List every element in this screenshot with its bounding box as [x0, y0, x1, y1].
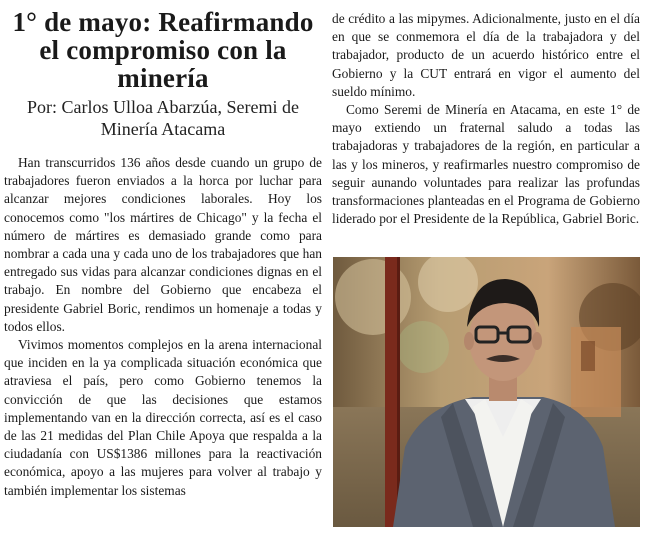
author-photo	[333, 257, 640, 527]
right-column	[332, 10, 640, 228]
paragraph: de crédito a las mipymes. Adicionalmente, justo en el día en que se conmemora el día de la trabajadora y del trabajador, producto de un acuerdo histórico entre el Gobierno y la CUT entrará en vigor el aumento del sueldo mínimo.	[332, 11, 640, 99]
paragraph: Vivimos momentos complejos en la arena internacional que inciden en la ya complicada situación económica que atraviesa el país, pero como Gobierno tenemos la convicción de que las decisiones que estamos implementando van en la dirección correcta, así es el caso de las 21 medidas del Plan Chile Apoya que respalda a la ciudadanía con US$1386 millones para la reactivación económica, apoyo a las mujeres para volver al trabajo y también implementar los sistemas	[4, 337, 322, 498]
left-body	[4, 154, 322, 500]
paragraph: Como Seremi de Minería en Atacama, en este 1° de mayo extiendo un fraternal saludo a todas las trabajadoras y trabajadores de la región, en particular a las y los mineros, y reafirmarles nuestro compromiso de seguir aunando voluntades para realizar las profundas transformaciones planteadas en el Programa de Gobierno liderado por el Presidente de la República, Gabriel Boric.	[332, 102, 640, 227]
portrait-illustration	[333, 257, 640, 527]
paragraph: Han transcurridos 136 años desde cuando un grupo de trabajadores fueron enviados a la horca por luchar para alcanzar mejores condiciones laborales. Hoy los conocemos como "los mártires de Chicago" y la fecha el número de mártires es demasiado grande como para nombrar a cada una y cada uno de los trabajadores que han entregado sus vidas para alcanzar condiciones dignas en el trabajo. En nombre del Gobierno que encabeza el presidente Gabriel Boric, rendimos un homenaje a todas y todos ellos.	[4, 155, 322, 334]
article-byline: Por: Carlos Ulloa Abarzúa, Seremi de Minería Atacama	[27, 97, 299, 139]
article-headline: 1° de mayo: Reafirmando el compromiso con la minería	[12, 7, 314, 93]
right-body	[332, 10, 640, 228]
left-column	[4, 8, 322, 500]
